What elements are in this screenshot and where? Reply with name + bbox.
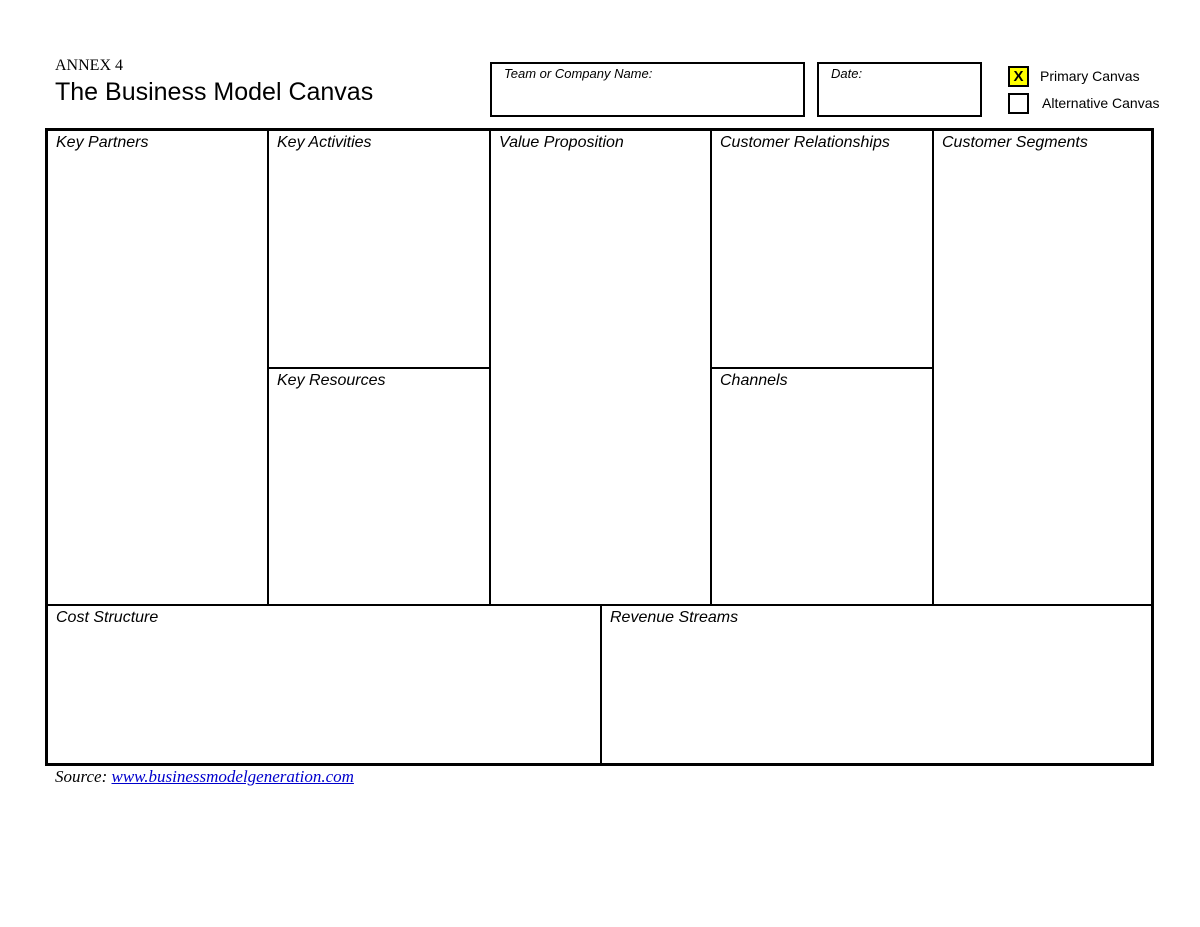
alternative-canvas-label: Alternative Canvas bbox=[1042, 95, 1160, 111]
date-label: Date: bbox=[831, 66, 863, 81]
value-proposition-label: Value Proposition bbox=[499, 134, 624, 151]
source-link[interactable]: www.businessmodelgeneration.com bbox=[111, 767, 354, 786]
cost-structure-section[interactable] bbox=[48, 606, 600, 763]
value-proposition-section[interactable] bbox=[491, 131, 710, 604]
primary-canvas-checkbox[interactable]: X bbox=[1008, 66, 1029, 87]
page-title: The Business Model Canvas bbox=[55, 78, 374, 106]
key-activities-section[interactable] bbox=[269, 131, 489, 367]
customer-relationships-label: Customer Relationships bbox=[720, 134, 890, 151]
key-activities-label: Key Activities bbox=[277, 134, 372, 151]
key-partners-label: Key Partners bbox=[56, 134, 149, 151]
revenue-streams-label: Revenue Streams bbox=[610, 609, 739, 626]
team-name-field[interactable] bbox=[490, 62, 805, 117]
customer-relationships-section[interactable] bbox=[712, 131, 932, 367]
source-prefix: Source: bbox=[55, 767, 112, 786]
annex-label: ANNEX 4 bbox=[55, 57, 123, 74]
primary-canvas-label: Primary Canvas bbox=[1040, 68, 1140, 84]
revenue-streams-section[interactable] bbox=[602, 606, 1151, 763]
source-citation bbox=[55, 767, 354, 787]
business-model-canvas bbox=[45, 128, 1154, 766]
key-partners-section[interactable] bbox=[48, 131, 267, 604]
key-resources-label: Key Resources bbox=[277, 372, 386, 389]
cost-structure-label: Cost Structure bbox=[56, 609, 159, 626]
team-name-label: Team or Company Name: bbox=[504, 66, 653, 81]
channels-section[interactable] bbox=[712, 369, 932, 604]
date-field[interactable] bbox=[817, 62, 982, 117]
channels-label: Channels bbox=[720, 372, 788, 389]
customer-segments-section[interactable] bbox=[934, 131, 1151, 604]
key-resources-section[interactable] bbox=[269, 369, 489, 604]
customer-segments-label: Customer Segments bbox=[942, 134, 1088, 151]
alternative-canvas-checkbox[interactable] bbox=[1008, 93, 1029, 114]
